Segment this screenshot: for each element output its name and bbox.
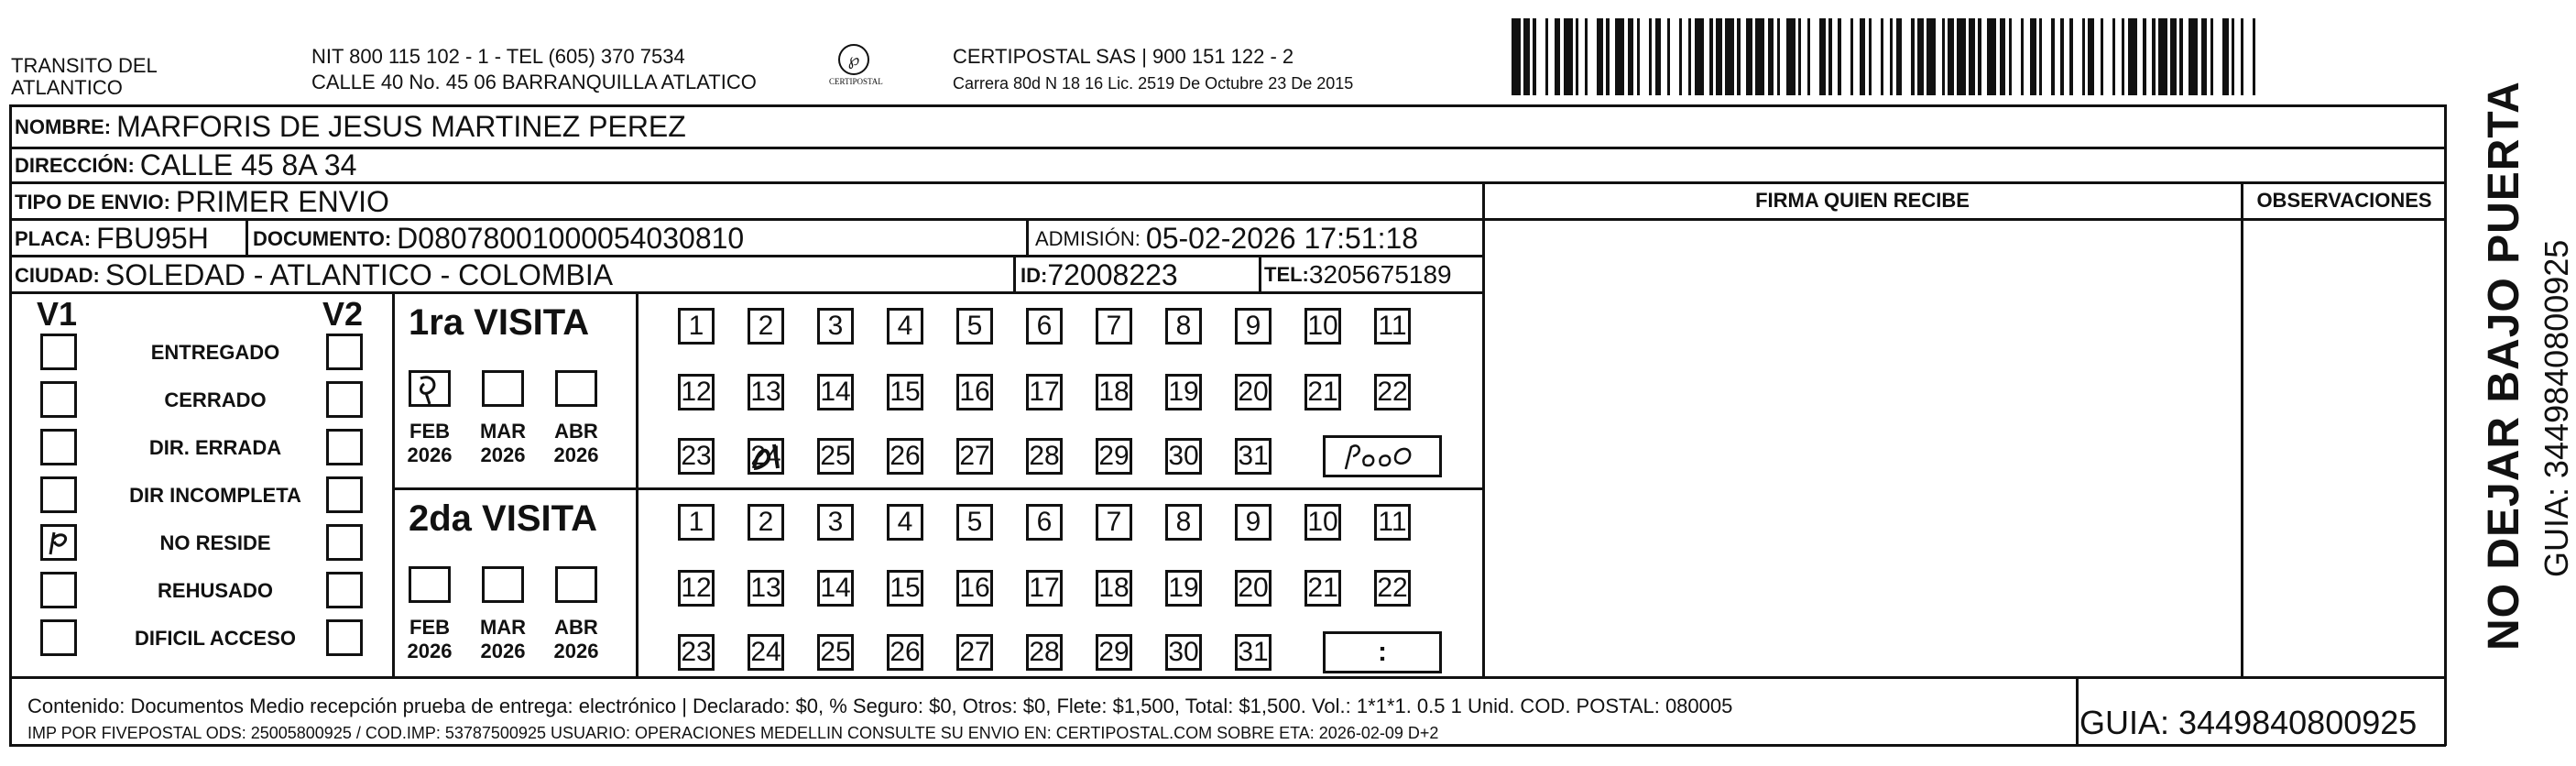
day-box[interactable]: 10 xyxy=(1304,504,1341,541)
barcode-bar xyxy=(1578,18,1585,95)
month-label: MAR xyxy=(479,420,527,443)
documento-label: DOCUMENTO: xyxy=(253,226,392,250)
barcode-bar xyxy=(1768,18,1774,95)
day-box[interactable]: 5 xyxy=(956,308,993,345)
nombre-field xyxy=(15,110,686,144)
v1-header: V1 xyxy=(37,295,78,333)
footer-print-info: IMP POR FIVEPOSTAL ODS: 25005800925 / COD.IMP: 53787500925 USUARIO: OPERACIONES MEDELLIN CONSULTE SU ENVIO EN: CERTIPOSTAL.COM SOBRE ETA: 2026-02-09 D+2 xyxy=(27,724,1439,742)
barcode-bar xyxy=(2000,18,2006,95)
barcode-bar xyxy=(1548,18,1555,95)
barcode-bar xyxy=(1957,18,1966,95)
placa-value: FBU95H xyxy=(96,222,209,255)
admision-field xyxy=(1035,222,1418,256)
handwritten-mark-icon xyxy=(411,373,448,404)
v2-header: V2 xyxy=(322,295,364,333)
day-box[interactable]: 22 xyxy=(1374,570,1411,607)
barcode-bar xyxy=(1936,18,1942,95)
day-box[interactable]: 14 xyxy=(817,570,854,607)
tipo-envio-value: PRIMER ENVIO xyxy=(175,185,389,218)
barcode-bar xyxy=(2255,18,2262,95)
day-box[interactable]: 14 xyxy=(817,374,854,410)
barcode-bar xyxy=(1588,18,1597,95)
day-box[interactable]: 16 xyxy=(956,570,993,607)
barcode-bar xyxy=(1927,18,1936,95)
day-box[interactable]: 11 xyxy=(1374,308,1411,345)
v1-checkbox[interactable] xyxy=(40,572,77,608)
day-box[interactable]: 12 xyxy=(678,570,715,607)
year-label: 2026 xyxy=(553,443,599,466)
day-box[interactable]: 4 xyxy=(887,504,923,541)
barcode-bar xyxy=(2234,18,2241,95)
day-box[interactable]: 18 xyxy=(1096,374,1132,410)
v1-checkbox[interactable] xyxy=(40,619,77,656)
issuer-address: CALLE 40 No. 45 06 BARRANQUILLA ATLATICO xyxy=(311,71,757,93)
reason-label: DIR INCOMPLETA xyxy=(129,484,301,507)
logo-mark-icon: ℘ xyxy=(838,44,869,75)
barcode-bar xyxy=(1610,18,1616,95)
barcode-bar xyxy=(1523,18,1530,95)
admision-value: 05-02-2026 17:51:18 xyxy=(1145,222,1419,255)
day-box[interactable]: 1 xyxy=(678,504,715,541)
month-checkbox[interactable] xyxy=(555,566,597,603)
barcode-bar xyxy=(1564,18,1573,95)
barcode-bar xyxy=(2158,18,2167,95)
barcode-bar xyxy=(1832,18,1839,95)
no-dejar-bajo-puerta: NO DEJAR BAJO PUERTA xyxy=(2480,81,2528,651)
day-box[interactable]: 13 xyxy=(748,570,784,607)
barcode-bar xyxy=(1969,18,1975,95)
v2-checkbox[interactable] xyxy=(326,381,363,418)
barcode-bar xyxy=(1615,18,1624,95)
ciudad-value: SOLEDAD - ATLANTICO - COLOMBIA xyxy=(104,258,614,291)
reason-label: REHUSADO xyxy=(158,579,273,602)
day-box[interactable]: 30 xyxy=(1165,438,1202,475)
id-label: ID: xyxy=(1021,263,1048,287)
barcode-bar xyxy=(2055,18,2061,95)
barcode-bar xyxy=(2170,18,2177,95)
barcode-bar xyxy=(2137,18,2144,95)
v2-checkbox[interactable] xyxy=(326,572,363,608)
barcode-bar xyxy=(1860,18,1866,95)
direccion-value: CALLE 45 8A 34 xyxy=(139,148,357,181)
barcode-bar xyxy=(1655,18,1662,95)
footer-guia: GUIA: 3449840800925 xyxy=(2079,704,2418,741)
barcode xyxy=(1512,18,2263,95)
barcode-bar xyxy=(1872,18,1881,95)
barcode-bar xyxy=(1746,18,1752,95)
nombre-label: NOMBRE: xyxy=(15,115,112,138)
reason-label: ENTREGADO xyxy=(150,341,280,364)
admision-label: ADMISIÓN: xyxy=(1035,226,1141,250)
firma-header: FIRMA QUIEN RECIBE xyxy=(1755,189,1970,212)
barcode-bar xyxy=(1682,18,1688,95)
id-value: 72008223 xyxy=(1047,258,1178,291)
courier-name: CERTIPOSTAL SAS | 900 151 122 - 2 xyxy=(953,45,1294,68)
day-box[interactable]: 25 xyxy=(817,438,854,475)
barcode-bar xyxy=(2213,18,2222,95)
barcode-bar xyxy=(2183,18,2189,95)
day-box[interactable]: 7 xyxy=(1096,308,1132,345)
day-box[interactable]: 17 xyxy=(1026,374,1063,410)
day-box[interactable]: 31 xyxy=(1235,438,1272,475)
v1-checkbox[interactable] xyxy=(40,334,77,370)
day-box[interactable]: 4 xyxy=(887,308,923,345)
day-box[interactable]: 24 xyxy=(748,438,784,475)
day-box[interactable]: 3 xyxy=(817,308,854,345)
barcode-bar xyxy=(2201,18,2208,95)
barcode-bar xyxy=(1981,18,1988,95)
month-caption xyxy=(471,616,535,663)
day-box[interactable]: 8 xyxy=(1165,504,1202,541)
barcode-bar xyxy=(2222,18,2229,95)
month-caption xyxy=(398,616,462,663)
barcode-bar xyxy=(1755,18,1764,95)
v1-checkbox[interactable] xyxy=(40,429,77,465)
barcode-bar xyxy=(2128,18,2137,95)
v1-checkbox[interactable] xyxy=(40,476,77,513)
day-box[interactable]: 9 xyxy=(1235,504,1272,541)
day-box[interactable]: 20 xyxy=(1235,374,1272,410)
side-guia: GUIA: 3449840800925 xyxy=(2538,239,2575,577)
month-label: ABR xyxy=(554,616,598,639)
day-box[interactable]: 20 xyxy=(1235,570,1272,607)
issuer-name-line2: ATLANTICO xyxy=(11,76,123,99)
barcode-bar xyxy=(2064,18,2070,95)
reason-label: DIR. ERRADA xyxy=(148,436,282,459)
day-box[interactable]: 19 xyxy=(1165,374,1202,410)
day-box[interactable]: 15 xyxy=(887,374,923,410)
day-box[interactable]: 8 xyxy=(1165,308,1202,345)
month-checkbox[interactable] xyxy=(409,566,451,603)
day-box[interactable]: 21 xyxy=(1304,570,1341,607)
placa-label: PLACA: xyxy=(15,226,92,250)
reason-label: DIFICIL ACCESO xyxy=(134,627,296,650)
direccion-label: DIRECCIÓN: xyxy=(15,153,135,177)
certipostal-logo xyxy=(829,44,883,86)
day-box[interactable]: 19 xyxy=(1165,570,1202,607)
day-box[interactable]: 31 xyxy=(1235,634,1272,671)
day-box[interactable]: 28 xyxy=(1026,634,1063,671)
barcode-bar xyxy=(1883,18,1890,95)
month-caption xyxy=(398,420,462,467)
day-box[interactable]: 5 xyxy=(956,504,993,541)
barcode-bar xyxy=(1597,18,1603,95)
barcode-bar xyxy=(1695,18,1704,95)
day-box[interactable]: 29 xyxy=(1096,438,1132,475)
issuer-name-line1: TRANSITO DEL xyxy=(11,54,158,77)
day-box[interactable]: 10 xyxy=(1304,308,1341,345)
year-label: 2026 xyxy=(480,443,526,466)
month-label: ABR xyxy=(554,420,598,443)
visit-title: 1ra VISITA xyxy=(409,302,590,343)
day-box[interactable]: 30 xyxy=(1165,634,1202,671)
barcode-bar xyxy=(2094,18,2101,95)
v1-checkbox[interactable] xyxy=(40,524,77,561)
month-label: MAR xyxy=(479,616,527,639)
day-box[interactable]: 18 xyxy=(1096,570,1132,607)
visit-title: 2da VISITA xyxy=(409,498,597,539)
barcode-bar xyxy=(2030,18,2036,95)
barcode-bar xyxy=(1536,18,1545,95)
day-box[interactable]: 21 xyxy=(1304,374,1341,410)
year-label: 2026 xyxy=(407,640,453,662)
time-box[interactable]: : xyxy=(1323,631,1442,673)
documento-field xyxy=(253,222,744,256)
day-box[interactable]: 28 xyxy=(1026,438,1063,475)
barcode-bar xyxy=(2012,18,2021,95)
barcode-bar xyxy=(1841,18,1850,95)
day-box[interactable]: 27 xyxy=(956,634,993,671)
direccion-field xyxy=(15,148,356,182)
month-label: FEB xyxy=(409,616,450,639)
barcode-bar xyxy=(1780,18,1786,95)
barcode-bar xyxy=(2189,18,2198,95)
handwritten-mark-icon xyxy=(43,527,74,558)
barcode-bar xyxy=(1896,18,1903,95)
month-checkbox[interactable] xyxy=(555,370,597,407)
barcode-bar xyxy=(1725,18,1734,95)
day-box[interactable]: 29 xyxy=(1096,634,1132,671)
placa-field xyxy=(15,222,209,256)
tel-value: 3205675189 xyxy=(1308,260,1452,289)
day-box[interactable]: 11 xyxy=(1374,504,1411,541)
barcode-bar xyxy=(1716,18,1722,95)
ciudad-label: CIUDAD: xyxy=(15,263,100,287)
tipo-envio-label: TIPO DE ENVIO: xyxy=(15,190,170,213)
tipo-envio-field xyxy=(15,185,389,219)
day-box[interactable]: 6 xyxy=(1026,504,1063,541)
day-box[interactable]: 15 xyxy=(887,570,923,607)
v2-checkbox[interactable] xyxy=(326,334,363,370)
issuer-nit: NIT 800 115 102 - 1 - TEL (605) 370 7534 xyxy=(311,45,685,68)
day-box[interactable]: 26 xyxy=(887,634,923,671)
day-box[interactable]: 27 xyxy=(956,438,993,475)
day-box[interactable]: 17 xyxy=(1026,570,1063,607)
logo-text: CERTIPOSTAL xyxy=(829,77,883,86)
month-checkbox[interactable] xyxy=(482,566,524,603)
day-box[interactable]: 2 xyxy=(748,504,784,541)
handwritten-time-icon xyxy=(1327,438,1437,475)
barcode-bar xyxy=(1741,18,1747,95)
barcode-bar xyxy=(1819,18,1826,95)
observaciones-header: OBSERVACIONES xyxy=(2256,189,2432,212)
day-box[interactable]: 2 xyxy=(748,308,784,345)
barcode-bar xyxy=(2088,18,2094,95)
barcode-bar xyxy=(1902,18,1911,95)
month-caption xyxy=(471,420,535,467)
reason-label: CERRADO xyxy=(164,388,267,411)
barcode-bar xyxy=(1810,18,1819,95)
day-box[interactable]: 7 xyxy=(1096,504,1132,541)
barcode-bar xyxy=(1640,18,1649,95)
barcode-bar xyxy=(2042,18,2051,95)
v2-checkbox[interactable] xyxy=(326,619,363,656)
day-box[interactable]: 24 xyxy=(748,634,784,671)
day-box[interactable]: 6 xyxy=(1026,308,1063,345)
courier-address: Carrera 80d N 18 16 Lic. 2519 De Octubre 23 De 2015 xyxy=(953,74,1354,93)
barcode-bar xyxy=(1555,18,1561,95)
tel-field xyxy=(1264,260,1452,290)
barcode-bar xyxy=(1670,18,1679,95)
day-box[interactable]: 12 xyxy=(678,374,715,410)
v2-checkbox[interactable] xyxy=(326,476,363,513)
barcode-bar xyxy=(1786,18,1796,95)
nombre-value: MARFORIS DE JESUS MARTINEZ PEREZ xyxy=(116,110,686,143)
id-field xyxy=(1021,258,1178,292)
barcode-bar xyxy=(1987,18,1996,95)
day-box[interactable]: 26 xyxy=(887,438,923,475)
barcode-bar xyxy=(1628,18,1634,95)
ciudad-field xyxy=(15,258,613,292)
tel-label: TEL: xyxy=(1264,263,1309,286)
time-box[interactable] xyxy=(1323,435,1442,477)
barcode-bar xyxy=(1512,18,1521,95)
barcode-bar xyxy=(1917,18,1924,95)
barcode-bar xyxy=(2243,18,2253,95)
year-label: 2026 xyxy=(480,640,526,662)
v2-checkbox[interactable] xyxy=(326,524,363,561)
barcode-bar xyxy=(1661,18,1667,95)
day-box[interactable]: 23 xyxy=(678,634,715,671)
day-box[interactable]: 16 xyxy=(956,374,993,410)
month-caption xyxy=(544,420,608,467)
barcode-bar xyxy=(2103,18,2112,95)
day-box[interactable]: 23 xyxy=(678,438,715,475)
day-box[interactable]: 13 xyxy=(748,374,784,410)
barcode-bar xyxy=(1948,18,1954,95)
v1-checkbox[interactable] xyxy=(40,381,77,418)
barcode-bar xyxy=(1801,18,1807,95)
month-checkbox[interactable] xyxy=(482,370,524,407)
year-label: 2026 xyxy=(553,640,599,662)
documento-value: D08078001000054030810 xyxy=(397,222,745,255)
barcode-bar xyxy=(2024,18,2030,95)
month-caption xyxy=(544,616,608,663)
year-label: 2026 xyxy=(407,443,453,466)
barcode-bar xyxy=(2073,18,2082,95)
barcode-bar xyxy=(2115,18,2122,95)
v2-checkbox[interactable] xyxy=(326,429,363,465)
footer-contents: Contenido: Documentos Medio recepción prueba de entrega: electrónico | Declarado: $0, % Seguro: $0, Otros: $0, Flete: $1,500, Total: $1,500. Vol.: 1*1*1. 0.5 1 Unid. COD. POSTAL: 080005 xyxy=(27,695,1733,717)
day-box[interactable]: 25 xyxy=(817,634,854,671)
day-box[interactable]: 9 xyxy=(1235,308,1272,345)
barcode-bar xyxy=(2146,18,2153,95)
day-box[interactable]: 3 xyxy=(817,504,854,541)
day-box[interactable]: 22 xyxy=(1374,374,1411,410)
day-box[interactable]: 1 xyxy=(678,308,715,345)
reason-label: NO RESIDE xyxy=(159,531,271,554)
month-checkbox[interactable] xyxy=(409,370,451,407)
month-label: FEB xyxy=(409,420,450,443)
barcode-bar xyxy=(1853,18,1860,95)
barcode-bar xyxy=(1704,18,1710,95)
